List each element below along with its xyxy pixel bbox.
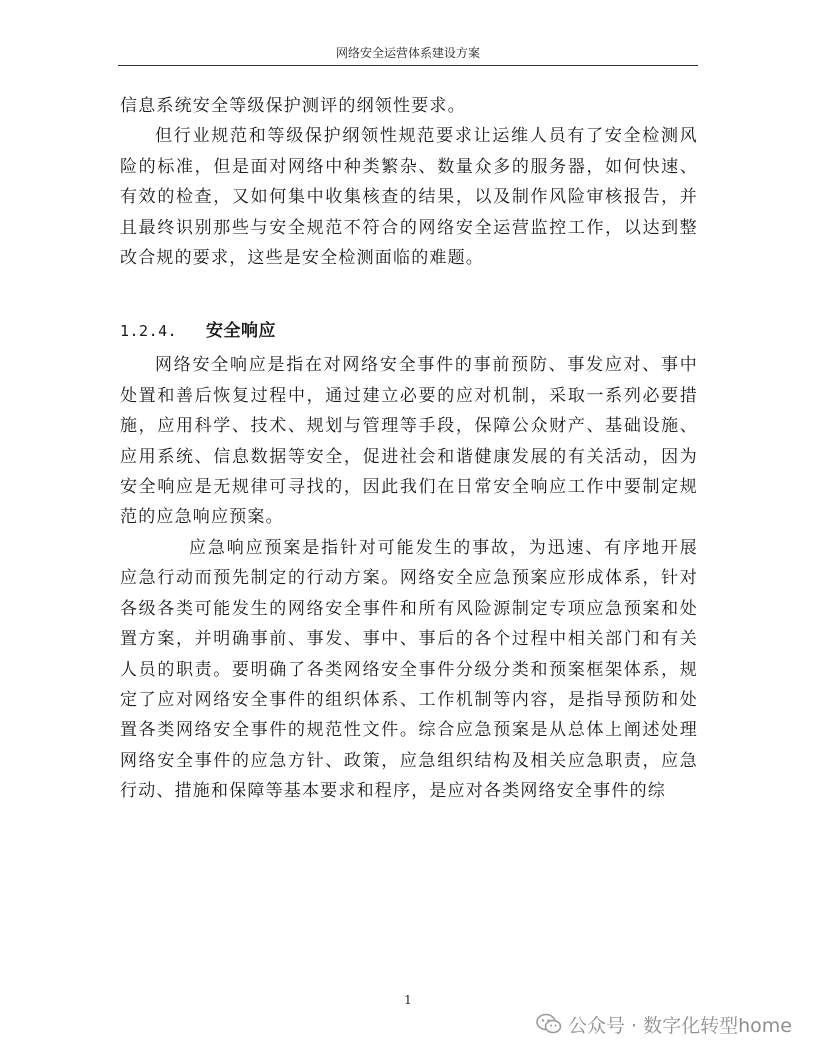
header-divider	[118, 65, 698, 66]
page-number: 1	[404, 993, 412, 1007]
watermark	[536, 1010, 792, 1038]
watermark-text: 公众号 · 数字化转型home	[568, 1014, 792, 1037]
section-title: 安全响应	[206, 321, 276, 342]
document-body	[120, 91, 698, 807]
section-heading	[120, 316, 698, 346]
paragraph-standards: 但行业规范和等级保护纲领性规范要求让运维人员有了安全检测风险的标准，但是面对网络中种类繁杂、数量众多的服务器，如何快速、有效的检查，又如何集中收集核查的结果，以及制作风险审核报告，并且最终识别那些与安全规范不符合的网络安全运营监控工作，以达到整改合规的要求，这些是安全检测面临的难题。	[120, 126, 698, 269]
paragraph-emergency-plan: 应急响应预案是指针对可能发生的事故，为迅速、有序地开展应急行动而预先制定的行动方案。网络安全应急预案应形成体系，针对各级各类可能发生的网络安全事件和所有风险源制定专项应急预案和处置方案，并明确事前、事发、事中、事后的各个过程中相关部门和有关人员的职责。要明确了各类网络安全事件分级分类和预案框架体系，规定了应对网络安全事件的组织体系、工作机制等内容，是指导预防和处置各类网络安全事件的规范性文件。综合应急预案是从总体上阐述处理网络安全事件的应急方针、政策，应急组织结构及相关应急职责，应急行动、措施和保障等基本要求和程序，是应对各类网络安全事件的综	[120, 537, 698, 802]
running-header: 网络安全运营体系建设方案	[335, 46, 480, 60]
paragraph-security-response: 网络安全响应是指在对网络安全事件的事前预防、事发应对、事中处置和善后恢复过程中，通过建立必要的应对机制，采取一系列必要措施，应用科学、技术、规划与管理等手段，保障公众财产、基础设施、应用系统、信息数据等安全，促进社会和谐健康发展的有关活动，因为安全响应是无规律可寻找的，因此我们在日常安全响应工作中要制定规范的应急响应预案。	[120, 355, 698, 528]
paragraph-continuation: 信息系统安全等级保护测评的纲领性要求。	[120, 96, 466, 116]
section-number: 1.2.4.	[120, 322, 178, 341]
wechat-icon	[536, 1013, 562, 1035]
